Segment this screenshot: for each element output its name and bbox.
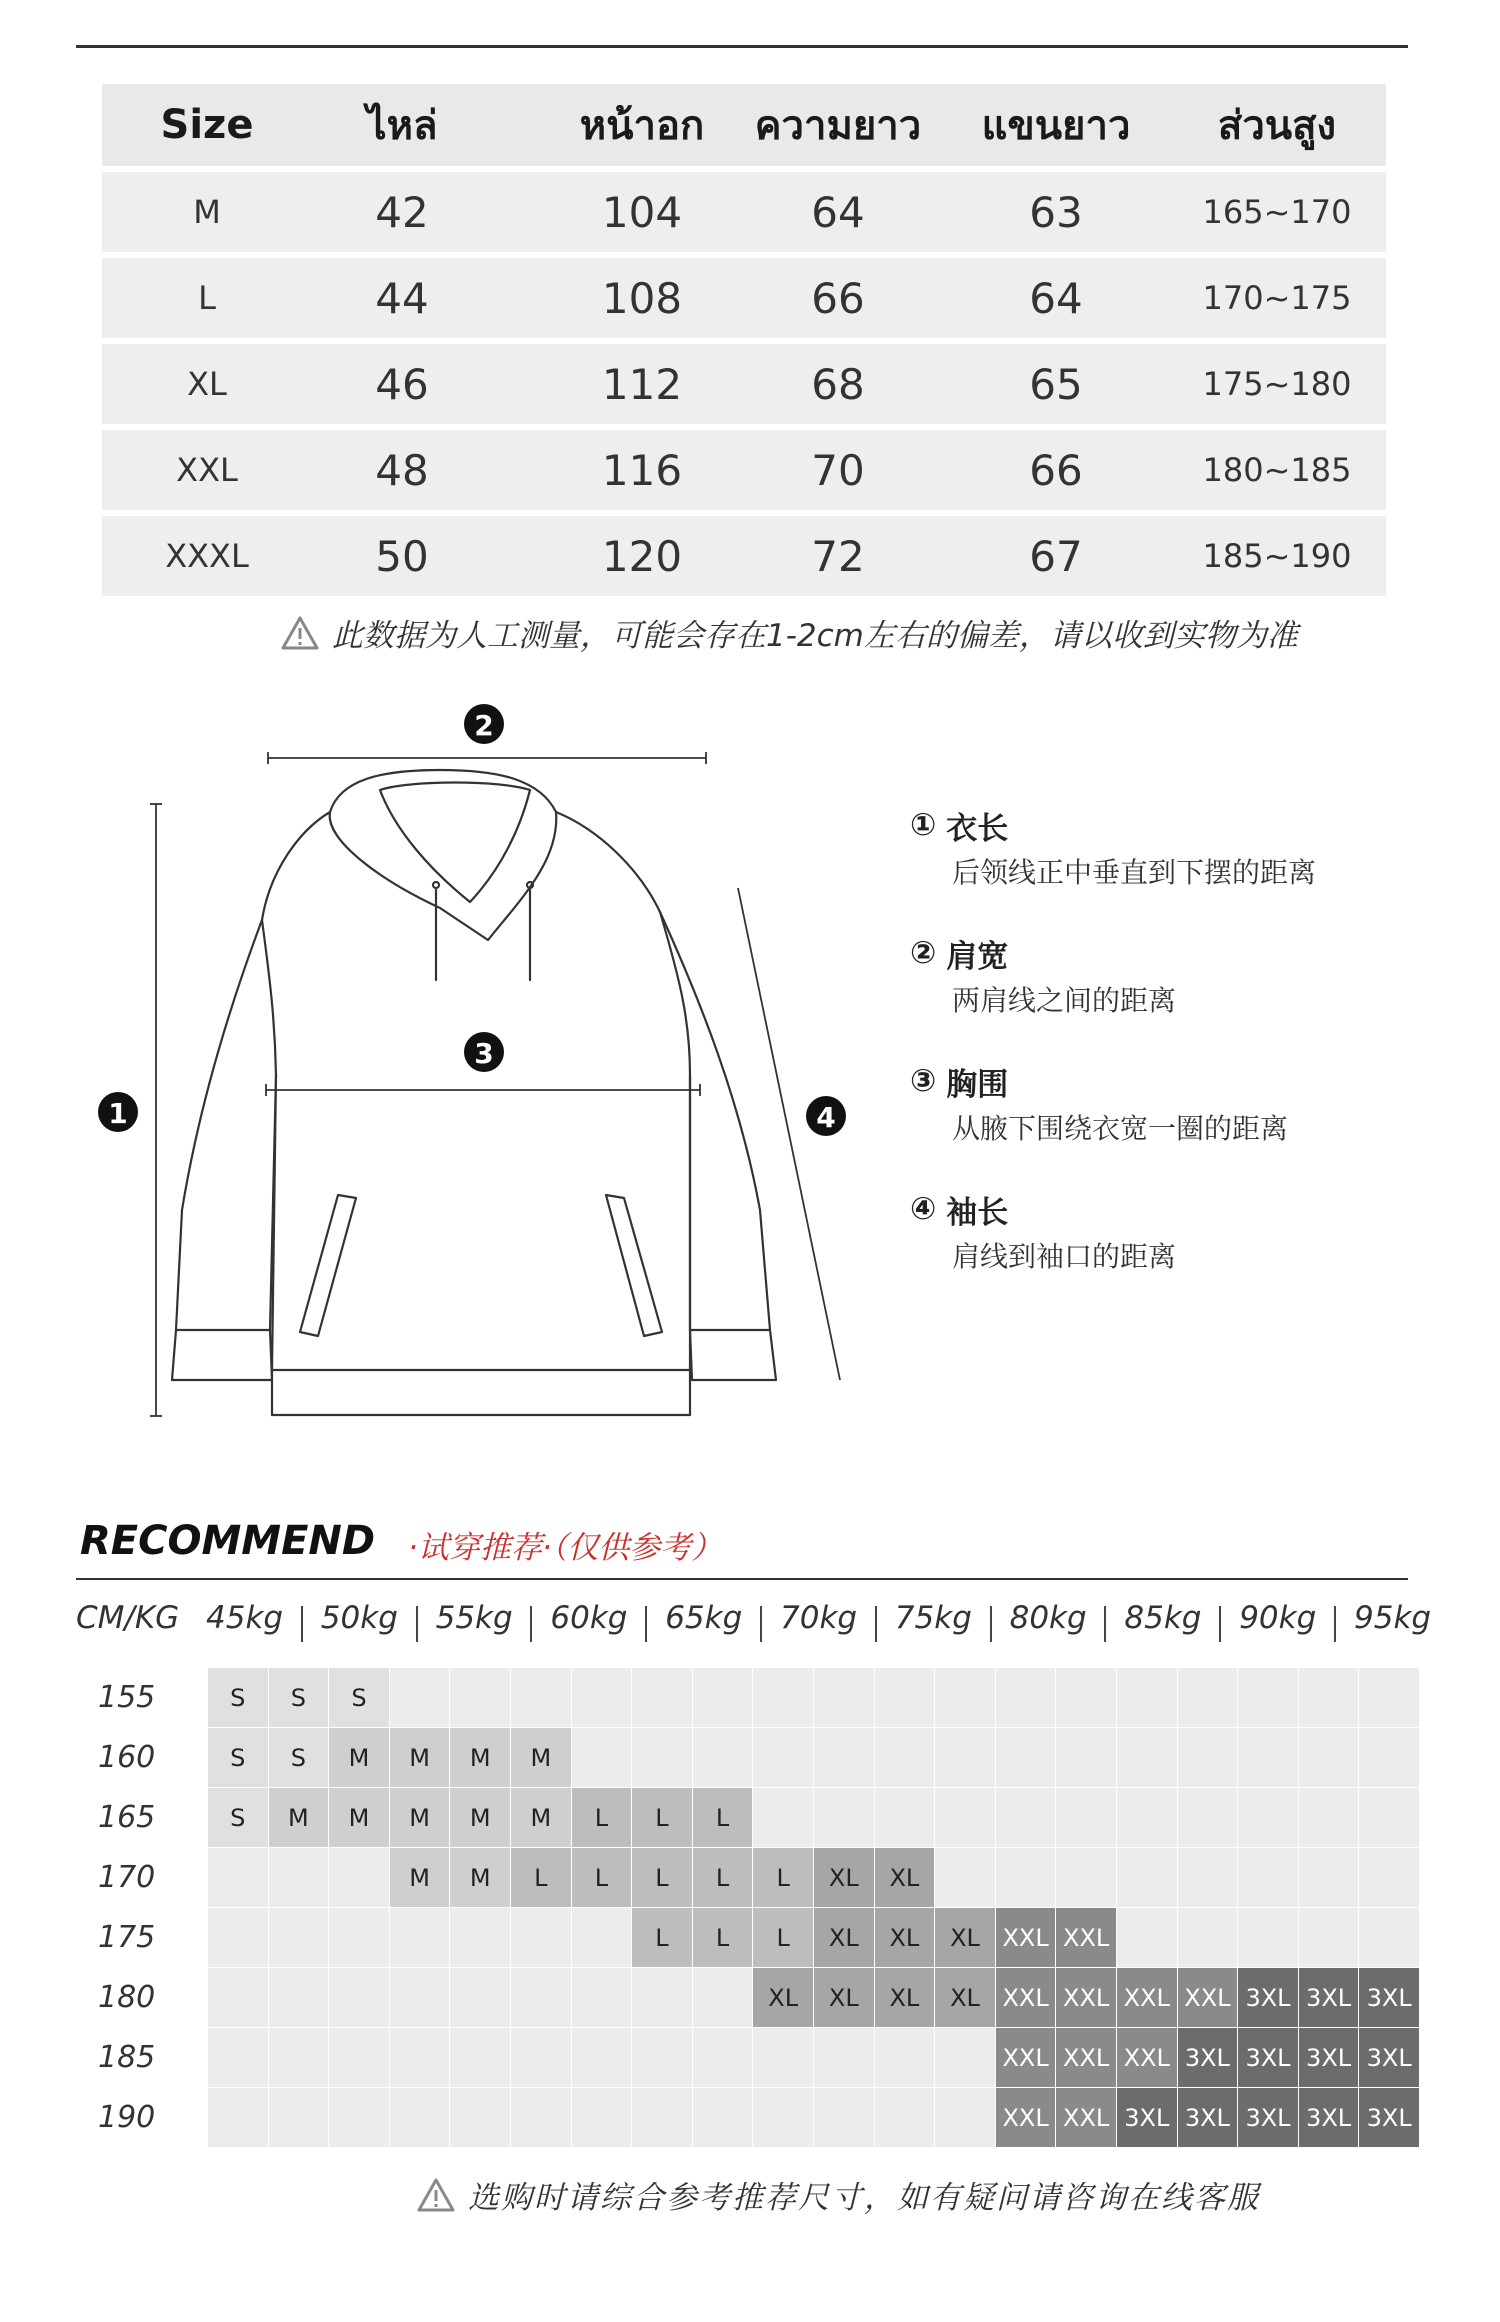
header-length: ความยาว <box>754 103 922 149</box>
header-height: ส่วนสูง <box>1217 103 1337 149</box>
header-chest: หน้าอก <box>579 103 705 149</box>
size-recommendation-cell <box>511 1968 572 2028</box>
legend-desc: 肩线到袖口的距离 <box>952 1240 1177 1273</box>
size-recommendation-cell <box>1117 1728 1178 1788</box>
size-recommendation-cell <box>693 1968 754 2028</box>
size-recommendation-cell <box>390 1908 451 1968</box>
size-recommendation-cell <box>632 1968 693 2028</box>
weight-label: 50kg <box>320 1600 398 1636</box>
size-recommendation-cell <box>390 1968 451 2028</box>
size-recommendation-cell: M <box>329 1728 390 1788</box>
size-recommendation-cell <box>753 2028 814 2088</box>
weight-separator <box>760 1606 762 1642</box>
size-recommendation-cell: M <box>390 1848 451 1908</box>
weight-label: 85kg <box>1124 1600 1202 1636</box>
size-recommendation-cell: L <box>632 1788 693 1848</box>
size-recommendation-cell <box>511 2028 572 2088</box>
size-recommendation-cell <box>935 1728 996 1788</box>
size-recommendation-cell: S <box>329 1668 390 1728</box>
legend-desc: 从腋下围绕衣宽一圈的距离 <box>952 1112 1289 1145</box>
size-recommendation-cell <box>996 1848 1057 1908</box>
svg-text:1: 1 <box>108 1097 128 1130</box>
size-recommendation-cell: 3XL <box>1117 2088 1178 2148</box>
hoodie-diagram <box>0 680 900 1440</box>
size-recommendation-cell <box>269 2088 330 2148</box>
size-recommendation-cell: L <box>693 1908 754 1968</box>
size-recommendation-cell <box>935 1848 996 1908</box>
legend-num: ③ <box>910 1063 937 1099</box>
size-cell: 68 <box>811 359 865 409</box>
weight-label: 60kg <box>550 1600 628 1636</box>
legend-num: ④ <box>910 1191 937 1227</box>
legend-desc: 两肩线之间的距离 <box>952 984 1177 1017</box>
size-recommendation-cell <box>1359 1668 1420 1728</box>
weight-separator <box>301 1606 303 1642</box>
size-table-header <box>102 84 1386 166</box>
size-recommendation-cell <box>572 1908 633 1968</box>
size-cell: 64 <box>811 187 865 237</box>
weight-label: 75kg <box>894 1600 972 1636</box>
height-label: 160 <box>98 1740 156 1775</box>
size-recommendation-cell: 3XL <box>1178 2028 1239 2088</box>
weight-separator <box>990 1606 992 1642</box>
size-cell: XL <box>187 365 227 403</box>
weight-label: 95kg <box>1354 1600 1432 1636</box>
weight-separator <box>645 1606 647 1642</box>
header-size: Size <box>160 102 254 148</box>
size-recommendation-cell: 3XL <box>1238 2088 1299 2148</box>
size-recommendation-cell: L <box>693 1848 754 1908</box>
weight-label: 70kg <box>780 1600 858 1636</box>
size-recommendation-cell: 3XL <box>1178 2088 1239 2148</box>
size-recommendation-cell: XXL <box>1056 1968 1117 2028</box>
size-recommendation-cell <box>329 1968 390 2028</box>
size-recommendation-cell <box>1299 1728 1360 1788</box>
header-sleeve: แขนยาว <box>981 103 1131 149</box>
size-cell: XXL <box>176 451 238 489</box>
size-cell: 50 <box>375 531 429 581</box>
size-recommendation-cell <box>1178 1668 1239 1728</box>
size-row-m <box>102 172 1386 252</box>
size-recommendation-cell <box>390 2088 451 2148</box>
size-recommendation-cell <box>1238 1728 1299 1788</box>
size-recommendation-cell <box>1299 1668 1360 1728</box>
size-recommendation-cell: 3XL <box>1359 2028 1420 2088</box>
size-row-xl <box>102 344 1386 424</box>
size-recommendation-cell: XL <box>935 1968 996 2028</box>
size-recommendation-cell: M <box>390 1788 451 1848</box>
size-recommendation-cell: XL <box>814 1968 875 2028</box>
legend-item-length <box>910 805 1430 891</box>
weight-label: 90kg <box>1239 1600 1317 1636</box>
header-shoulder: ไหล่ <box>366 103 438 149</box>
size-recommendation-cell <box>1117 1788 1178 1848</box>
height-label: 170 <box>98 1860 156 1895</box>
size-recommendation-cell <box>208 2088 269 2148</box>
corner-label: CM/KG <box>76 1600 180 1636</box>
size-recommendation-cell <box>875 2088 936 2148</box>
size-recommendation-cell <box>511 1668 572 1728</box>
marker-1 <box>98 1092 138 1132</box>
legend-title: 衣长 <box>946 810 1009 847</box>
size-recommendation-cell <box>1359 1848 1420 1908</box>
size-recommendation-cell: XL <box>875 1848 936 1908</box>
size-recommendation-cell: XL <box>753 1968 814 2028</box>
height-label: 180 <box>98 1980 156 2015</box>
size-recommendation-cell: M <box>450 1788 511 1848</box>
weight-label: 80kg <box>1009 1600 1087 1636</box>
size-recommendation-cell <box>572 1668 633 1728</box>
size-recommendation-cell: 3XL <box>1359 1968 1420 2028</box>
size-cell: 165~170 <box>1202 193 1352 231</box>
warning-icon <box>416 2177 456 2213</box>
height-label: 155 <box>98 1680 156 1715</box>
size-recommendation-cell <box>208 1848 269 1908</box>
recommend-subtitle: ·试穿推荐·（仅供参考） <box>408 1530 723 1566</box>
size-cell: 46 <box>375 359 429 409</box>
size-recommendation-cell <box>632 2088 693 2148</box>
size-recommendation-cell: M <box>511 1728 572 1788</box>
size-cell: 116 <box>601 445 683 495</box>
svg-text:2: 2 <box>474 709 494 742</box>
size-recommendation-cell <box>269 1968 330 2028</box>
weight-label: 55kg <box>435 1600 513 1636</box>
size-recommendation-cell <box>814 2028 875 2088</box>
size-recommendation-cell: L <box>572 1848 633 1908</box>
size-cell: L <box>198 279 216 317</box>
size-recommendation-cell <box>390 1668 451 1728</box>
size-recommendation-cell <box>753 2088 814 2148</box>
legend-title: 肩宽 <box>946 938 1009 975</box>
size-cell: 64 <box>1029 273 1083 323</box>
size-recommendation-cell <box>1117 1848 1178 1908</box>
size-recommendation-cell <box>935 2088 996 2148</box>
size-recommendation-cell: XL <box>875 1968 936 2028</box>
weight-separator <box>416 1606 418 1642</box>
size-cell: 180~185 <box>1202 451 1352 489</box>
size-cell: 67 <box>1029 531 1083 581</box>
size-cell: 72 <box>811 531 865 581</box>
size-recommendation-cell: L <box>753 1848 814 1908</box>
size-recommendation-cell: L <box>693 1788 754 1848</box>
size-recommendation-cell <box>1117 1908 1178 1968</box>
size-recommendation-cell <box>935 2028 996 2088</box>
size-recommendation-cell <box>935 1788 996 1848</box>
size-recommendation-cell <box>814 1728 875 1788</box>
size-recommendation-cell: 3XL <box>1359 2088 1420 2148</box>
weight-separator <box>1104 1606 1106 1642</box>
legend-title: 胸围 <box>946 1066 1009 1103</box>
size-recommendation-cell: XXL <box>996 1908 1057 1968</box>
size-recommendation-cell <box>875 1668 936 1728</box>
size-recommendation-cell <box>693 2028 754 2088</box>
marker-2 <box>464 704 504 744</box>
size-recommendation-cell <box>572 1968 633 2028</box>
legend-item-chest <box>910 1061 1430 1147</box>
size-cell: 175~180 <box>1202 365 1352 403</box>
size-recommendation-cell: XXL <box>996 2028 1057 2088</box>
size-cell: 170~175 <box>1202 279 1352 317</box>
size-recommendation-cell <box>632 1728 693 1788</box>
size-recommendation-cell: XXL <box>1056 2088 1117 2148</box>
size-recommendation-cell <box>511 2088 572 2148</box>
height-label: 185 <box>98 2040 156 2075</box>
size-recommendation-cell: M <box>329 1788 390 1848</box>
weight-separator <box>530 1606 532 1642</box>
warning-icon <box>280 615 320 651</box>
size-recommendation-cell: 3XL <box>1238 2028 1299 2088</box>
size-recommendation-cell <box>814 1788 875 1848</box>
size-row-l <box>102 258 1386 338</box>
size-recommendation-cell <box>1299 1908 1360 1968</box>
size-recommendation-cell <box>572 2028 633 2088</box>
size-recommendation-cell: L <box>572 1788 633 1848</box>
purchase-note <box>416 2172 1260 2217</box>
size-recommendation-cell <box>329 1908 390 1968</box>
legend-num: ① <box>910 807 937 843</box>
size-recommendation-cell <box>511 1908 572 1968</box>
weight-separator <box>875 1606 877 1642</box>
size-recommendation-cell <box>208 1968 269 2028</box>
size-recommendation-cell <box>875 1728 936 1788</box>
size-recommendation-cell <box>450 2028 511 2088</box>
size-cell: 66 <box>1029 445 1083 495</box>
size-recommendation-cell <box>814 1668 875 1728</box>
marker-4 <box>806 1096 846 1136</box>
size-recommendation-cell <box>269 1908 330 1968</box>
size-recommendation-cell: S <box>208 1728 269 1788</box>
size-recommendation-cell <box>693 1668 754 1728</box>
size-recommendation-cell: S <box>208 1788 269 1848</box>
size-recommendation-cell <box>632 1668 693 1728</box>
size-recommendation-cell: XXL <box>996 2088 1057 2148</box>
size-recommendation-cell <box>208 2028 269 2088</box>
size-recommendation-cell: XXL <box>1117 1968 1178 2028</box>
size-recommendation-cell: M <box>390 1728 451 1788</box>
size-recommendation-cell <box>208 1908 269 1968</box>
size-cell: 44 <box>375 273 429 323</box>
size-recommendation-cell: S <box>208 1668 269 1728</box>
size-recommendation-cell: L <box>632 1848 693 1908</box>
height-label: 190 <box>98 2100 156 2135</box>
size-recommendation-cell <box>572 2088 633 2148</box>
size-recommendation-cell <box>875 1788 936 1848</box>
size-cell: 120 <box>601 531 683 581</box>
size-cell: 66 <box>811 273 865 323</box>
size-recommendation-cell <box>450 1968 511 2028</box>
size-cell: M <box>193 193 221 231</box>
size-recommendation-cell: XXL <box>1056 2028 1117 2088</box>
size-recommendation-cell: 3XL <box>1299 1968 1360 2028</box>
size-recommendation-cell: L <box>632 1908 693 1968</box>
size-recommendation-cell <box>996 1788 1057 1848</box>
size-recommendation-cell: M <box>450 1848 511 1908</box>
size-recommendation-cell: XL <box>814 1908 875 1968</box>
weight-label: 45kg <box>206 1600 284 1636</box>
size-recommendation-cell: M <box>450 1728 511 1788</box>
size-recommendation-cell: 3XL <box>1238 1968 1299 2028</box>
svg-text:3: 3 <box>474 1037 494 1070</box>
size-cell: 112 <box>601 359 683 409</box>
size-recommendation-cell <box>329 2088 390 2148</box>
size-row-xxl <box>102 430 1386 510</box>
svg-text:4: 4 <box>816 1101 836 1134</box>
size-recommendation-cell: XL <box>875 1908 936 1968</box>
size-recommendation-cell <box>1238 1788 1299 1848</box>
size-recommendation-cell <box>935 1668 996 1728</box>
size-recommendation-cell <box>753 1788 814 1848</box>
size-recommendation-cell <box>1056 1788 1117 1848</box>
size-recommendation-cell: XXL <box>996 1968 1057 2028</box>
size-recommendation-cell <box>1117 1668 1178 1728</box>
size-recommendation-cell <box>1178 1908 1239 1968</box>
size-recommendation-cell <box>269 2028 330 2088</box>
size-recommendation-cell: M <box>511 1788 572 1848</box>
size-recommendation-cell: S <box>269 1668 330 1728</box>
purchase-note-text: 选购时请综合参考推荐尺寸，如有疑问请咨询在线客服 <box>468 2180 1260 2216</box>
recommend-divider <box>76 1578 1408 1580</box>
size-recommendation-cell: M <box>269 1788 330 1848</box>
size-cell: 108 <box>601 273 683 323</box>
weight-header <box>76 1600 1432 1650</box>
height-label: 175 <box>98 1920 156 1955</box>
size-table <box>102 84 1386 602</box>
size-recommendation-cell: 3XL <box>1299 2028 1360 2088</box>
size-recommendation-cell <box>1359 1908 1420 1968</box>
size-recommendation-cell <box>1359 1728 1420 1788</box>
size-recommendation-cell: XL <box>935 1908 996 1968</box>
weight-label: 65kg <box>665 1600 743 1636</box>
size-recommendation-cell <box>753 1668 814 1728</box>
legend-title: 袖长 <box>946 1194 1009 1231</box>
legend-desc: 后领线正中垂直到下摆的距离 <box>952 856 1317 889</box>
size-recommendation-cell <box>693 2088 754 2148</box>
size-recommendation-cell <box>1359 1788 1420 1848</box>
size-cell: 42 <box>375 187 429 237</box>
marker-3 <box>464 1032 504 1072</box>
size-cell: 48 <box>375 445 429 495</box>
weight-separator <box>1334 1606 1336 1642</box>
size-recommendation-cell: XXL <box>1178 1968 1239 2028</box>
size-recommendation-cell <box>450 1908 511 1968</box>
size-cell: 65 <box>1029 359 1083 409</box>
size-cell: 185~190 <box>1202 537 1352 575</box>
legend-item-sleeve <box>910 1189 1430 1275</box>
measurement-legend <box>910 805 1430 1317</box>
size-recommendation-cell: XXL <box>1117 2028 1178 2088</box>
size-recommendation-cell: L <box>511 1848 572 1908</box>
size-cell: 104 <box>601 187 683 237</box>
weight-separator <box>1219 1606 1221 1642</box>
top-divider <box>76 45 1408 48</box>
size-recommendation-cell <box>693 1728 754 1788</box>
size-recommendation-cell: 3XL <box>1299 2088 1360 2148</box>
size-recommendation-cell: L <box>753 1908 814 1968</box>
size-recommendation-cell: XXL <box>1056 1908 1117 1968</box>
size-recommendation-cell <box>1056 1848 1117 1908</box>
size-recommendation-cell <box>1056 1728 1117 1788</box>
size-recommendation-cell <box>1178 1848 1239 1908</box>
size-recommendation-cell <box>1238 1848 1299 1908</box>
measurement-note-text: 此数据为人工测量，可能会存在1-2cm左右的偏差，请以收到实物为准 <box>332 618 1298 654</box>
size-recommendation-cell <box>572 1728 633 1788</box>
size-recommendation-cell <box>1299 1848 1360 1908</box>
size-row-xxxl <box>102 516 1386 596</box>
size-recommendation-cell: S <box>269 1728 330 1788</box>
size-recommendation-cell <box>814 2088 875 2148</box>
size-recommendation-cell <box>450 2088 511 2148</box>
size-recommendation-cell <box>875 2028 936 2088</box>
size-recommendation-cell <box>1056 1668 1117 1728</box>
measurement-note <box>280 610 1298 655</box>
size-cell: 70 <box>811 445 865 495</box>
legend-num: ② <box>910 935 937 971</box>
size-recommendation-cell <box>996 1728 1057 1788</box>
size-recommendation-cell <box>1299 1788 1360 1848</box>
size-recommendation-cell <box>1238 1908 1299 1968</box>
size-recommendation-cell <box>632 2028 693 2088</box>
size-recommendation-cell <box>329 1848 390 1908</box>
size-recommendation-cell <box>450 1668 511 1728</box>
size-recommendation-cell <box>269 1848 330 1908</box>
size-cell: XXXL <box>165 537 249 575</box>
size-recommendation-cell <box>1238 1668 1299 1728</box>
size-recommendation-cell <box>753 1728 814 1788</box>
legend-item-shoulder <box>910 933 1430 1019</box>
height-label: 165 <box>98 1800 156 1835</box>
recommend-title: RECOMMEND <box>80 1518 376 1564</box>
size-recommendation-cell <box>390 2028 451 2088</box>
size-recommendation-cell <box>329 2028 390 2088</box>
size-recommendation-cell <box>1178 1788 1239 1848</box>
size-recommendation-cell: XL <box>814 1848 875 1908</box>
size-recommendation-cell <box>996 1668 1057 1728</box>
size-recommendation-cell <box>1178 1728 1239 1788</box>
size-cell: 63 <box>1029 187 1083 237</box>
